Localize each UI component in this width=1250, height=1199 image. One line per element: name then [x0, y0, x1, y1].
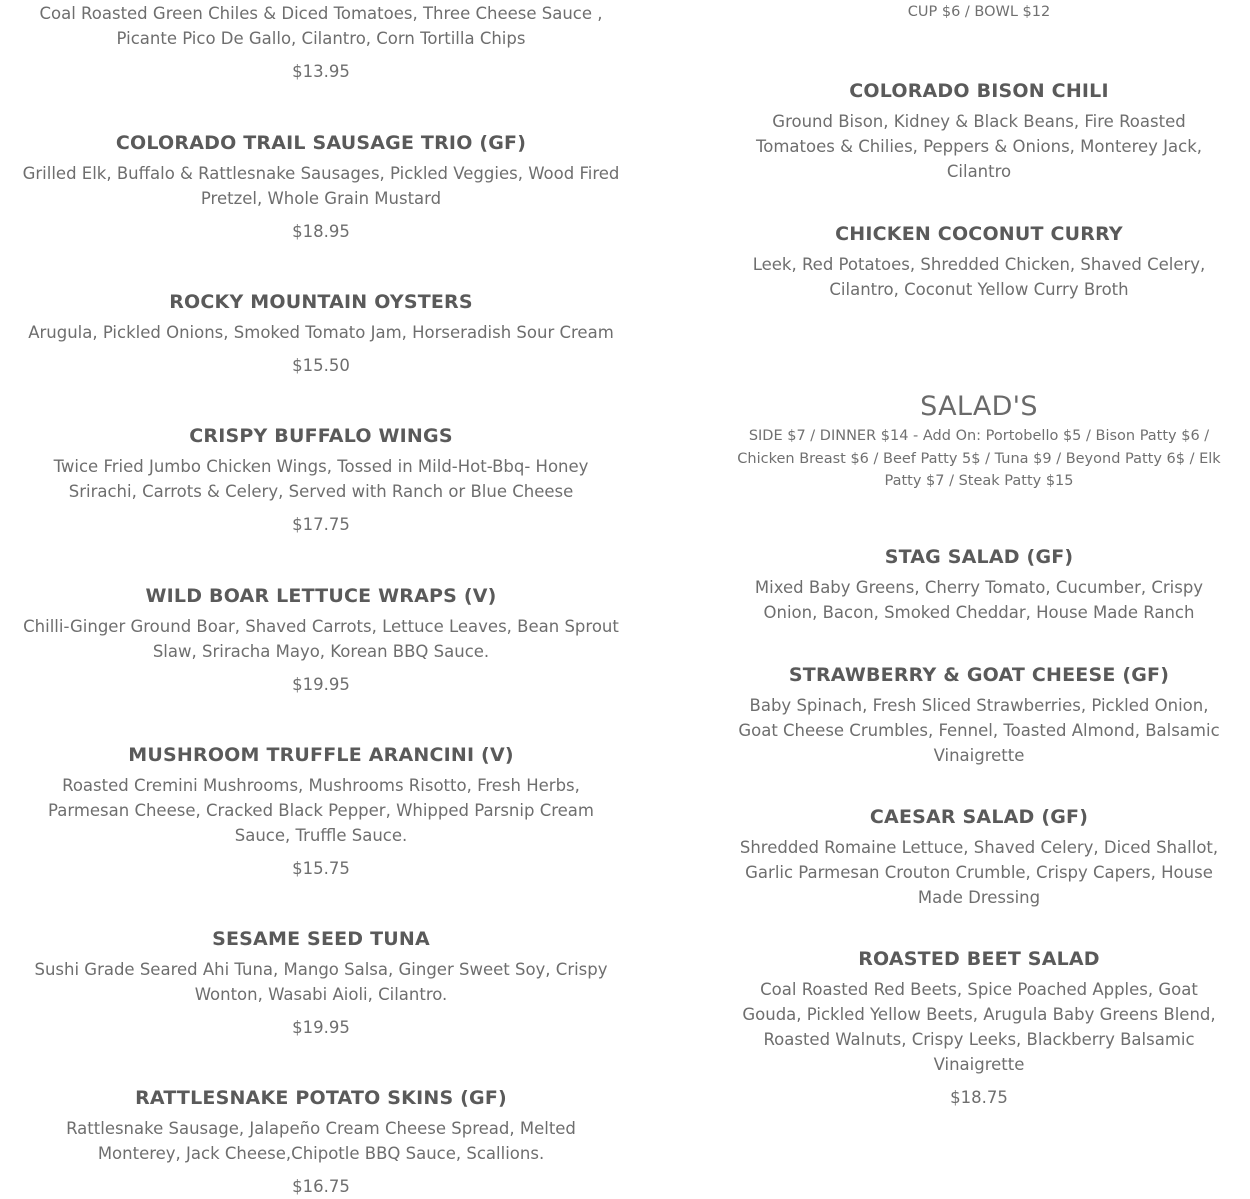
menu-item-title: RATTLESNAKE POTATO SKINS (GF): [135, 1087, 507, 1109]
menu-item-title: MUSHROOM TRUFFLE ARANCINI (V): [128, 744, 514, 766]
section-note: SIDE $7 / DINNER $14 - Add On: Portobello $5 / Bison Patty $6 / Chicken Breast $6 / Beef Patty 5$ / Tuna $9 / Beyond Patty 6$ / Elk Patty $7 / Steak Patty $15: [737, 428, 1221, 489]
menu-item-description: Chilli-Ginger Ground Boar, Shaved Carrots, Lettuce Leaves, Bean Sprout Slaw, Sriracha Mayo, Korean BBQ Sauce.: [23, 617, 619, 661]
soup-price-line: [735, 1, 1223, 23]
menu-item-boar-lettuce-wraps: [22, 584, 620, 697]
menu-item-title: SESAME SEED TUNA: [212, 928, 430, 950]
menu-item-price: $17.75: [292, 515, 350, 534]
menu-item-title: WILD BOAR LETTUCE WRAPS (V): [145, 585, 497, 607]
menu-item-title: CRISPY BUFFALO WINGS: [189, 425, 453, 447]
menu-item-description: Shredded Romaine Lettuce, Shaved Celery, Diced Shallot, Garlic Parmesan Crouton Crumble, Crispy Capers, House Made Dressing: [739, 838, 1219, 907]
menu-item-price: $15.50: [292, 356, 350, 375]
menu-item-rocky-mountain-oysters: [22, 290, 620, 378]
salad-item-strawberry-goat-cheese: [735, 663, 1223, 768]
menu-item-title: CAESAR SALAD (GF): [869, 806, 1089, 828]
salad-item-stag: [735, 545, 1223, 625]
salads-section-header: [735, 391, 1223, 493]
menu-item-potato-skins: [22, 1086, 620, 1199]
menu-item-title: COLORADO BISON CHILI: [849, 80, 1109, 102]
menu-item-description: Leek, Red Potatoes, Shredded Chicken, Shaved Celery, Cilantro, Coconut Yellow Curry Broth: [752, 255, 1206, 299]
menu-item-description: Baby Spinach, Fresh Sliced Strawberries, Pickled Onion, Goat Cheese Crumbles, Fennel, Toasted Almond, Balsamic Vinaigrette: [738, 696, 1220, 765]
menu-item-description: Grilled Elk, Buffalo & Rattlesnake Sausages, Pickled Veggies, Wood Fired Pretzel, Whole Grain Mustard: [22, 164, 620, 208]
soup-item-coconut-curry: [735, 222, 1223, 302]
menu-item-title: STAG SALAD (GF): [884, 546, 1074, 568]
menu-item-title: ROASTED BEET SALAD: [858, 948, 1100, 970]
menu-item-description: Twice Fried Jumbo Chicken Wings, Tossed in Mild-Hot-Bbq- Honey Srirachi, Carrots & Celery, Served with Ranch or Blue Cheese: [53, 457, 589, 501]
menu-item-queso: [22, 0, 620, 84]
menu-item-description: Roasted Cremini Mushrooms, Mushrooms Risotto, Fresh Herbs, Parmesan Cheese, Cracked Black Pepper, Whipped Parsnip Cream Sauce, Truffle Sauce.: [48, 776, 594, 845]
menu-item-description: Sushi Grade Seared Ahi Tuna, Mango Salsa, Ginger Sweet Soy, Crispy Wonton, Wasabi Aioli, Cilantro.: [34, 960, 608, 1004]
soup-price-text: CUP $6 / BOWL $12: [907, 4, 1051, 20]
section-title: SALAD'S: [920, 391, 1038, 422]
menu-item-buffalo-wings: [22, 424, 620, 537]
menu-item-title: COLORADO TRAIL SAUSAGE TRIO (GF): [115, 132, 527, 154]
menu-item-title: CHICKEN COCONUT CURRY: [835, 223, 1123, 245]
salad-item-roasted-beet: [735, 947, 1223, 1110]
menu-item-price: $19.95: [292, 675, 350, 694]
menu-item-title: ROCKY MOUNTAIN OYSTERS: [169, 291, 473, 313]
menu-item-price: $16.75: [292, 1177, 350, 1196]
menu-item-price: $18.75: [950, 1088, 1008, 1107]
menu-item-truffle-arancini: [22, 743, 620, 881]
menu-item-title: STRAWBERRY & GOAT CHEESE (GF): [788, 664, 1170, 686]
menu-item-description: Coal Roasted Red Beets, Spice Poached Apples, Goat Gouda, Pickled Yellow Beets, Arugula Baby Greens Blend, Roasted Walnuts, Crispy Leeks, Blackberry Balsamic Vinaigrette: [742, 980, 1216, 1074]
menu-item-price: $19.95: [292, 1018, 350, 1037]
menu-item-description: Mixed Baby Greens, Cherry Tomato, Cucumber, Crispy Onion, Bacon, Smoked Cheddar, House Made Ranch: [754, 578, 1204, 622]
menu-item-sausage-trio: [22, 131, 620, 244]
menu-item-description: Arugula, Pickled Onions, Smoked Tomato Jam, Horseradish Sour Cream: [28, 323, 614, 342]
menu-item-price: $18.95: [292, 222, 350, 241]
menu-item-description: Ground Bison, Kidney & Black Beans, Fire Roasted Tomatoes & Chilies, Peppers & Onions, Monterey Jack, Cilantro: [755, 112, 1203, 181]
menu-item-price: $15.75: [292, 859, 350, 878]
menu-item-sesame-tuna: [22, 927, 620, 1040]
menu-item-price: $13.95: [292, 62, 350, 81]
menu-item-description: Coal Roasted Green Chiles & Diced Tomatoes, Three Cheese Sauce , Picante Pico De Gallo, Cilantro, Corn Tortilla Chips: [39, 4, 603, 48]
soup-item-bison-chili: [735, 79, 1223, 184]
salad-item-caesar: [735, 805, 1223, 910]
menu-item-description: Rattlesnake Sausage, Jalapeño Cream Cheese Spread, Melted Monterey, Jack Cheese,Chipotle BBQ Sauce, Scallions.: [66, 1119, 576, 1163]
